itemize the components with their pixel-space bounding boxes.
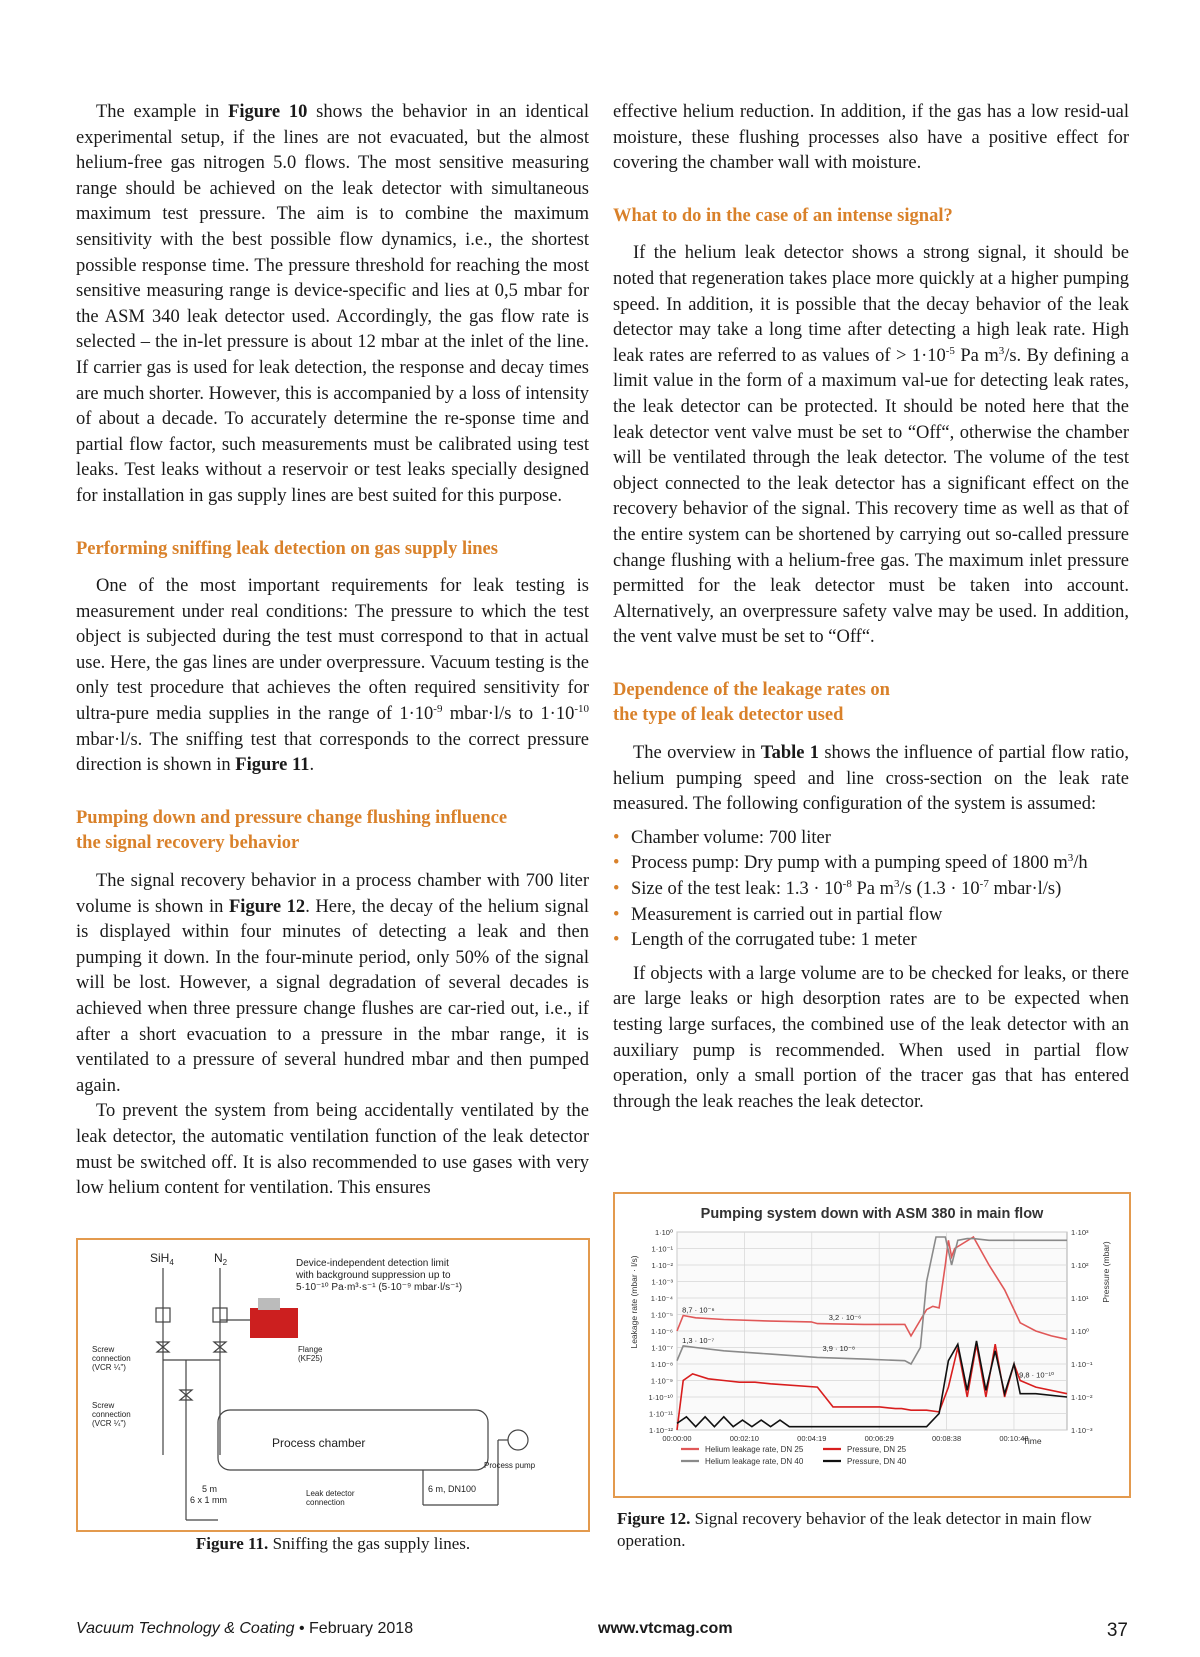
- x-tick-label: 00:10:48: [999, 1434, 1029, 1443]
- data-annotation: 1,3 · 10⁻⁷: [682, 1335, 715, 1345]
- config-list: [613, 826, 1129, 954]
- y-tick-label: 1·10⁻⁹: [650, 1376, 673, 1386]
- paragraph: If objects with a large volume are to be checked for leaks, or there are large leaks or high desorption rates are to be expected when testing large surfaces, the combined use of the leak detector with an auxiliary pump is recommended. When used in partial flow operation, only a small portion of the tracer gas that has entered through the leak reaches the leak detector.: [613, 963, 1129, 1112]
- screw-label: connection: [92, 1354, 131, 1363]
- ld-connection-label: Leak detector: [306, 1489, 355, 1498]
- page-number: 37: [1106, 1620, 1128, 1641]
- x-tick-label: 00:00:00: [662, 1434, 692, 1443]
- legend-label: Helium leakage rate, DN 40: [705, 1457, 804, 1466]
- screw-label: Screw: [92, 1345, 115, 1354]
- section-heading: What to do in the case of an intense signal?: [613, 205, 953, 226]
- section-heading: Pumping down and pressure change flushing influence the signal recovery behavior: [76, 807, 508, 854]
- right-column: [613, 100, 1129, 1115]
- recovery-chart: [615, 1194, 1129, 1496]
- list-item: • Size of the test leak: $1.3 \cdot 10^{-8}$ Pa $m^3/s$ ($1.3 \cdot 10^{-7}$ mbar·l/s): [613, 877, 1129, 903]
- chart-title: Pumping system down with ASM 380 in main flow: [700, 1206, 1044, 1222]
- y2-tick-label: 1·10⁻³: [1071, 1426, 1093, 1435]
- y2-tick-label: 1·10⁰: [1071, 1327, 1090, 1336]
- y-tick-label: 1·10⁻¹²: [649, 1426, 673, 1435]
- figure-ref: Figure 12: [229, 896, 306, 917]
- y2-tick-label: 1·10³: [1071, 1228, 1089, 1237]
- x-axis-label: Time: [1023, 1436, 1042, 1446]
- paragraph: effective helium reduction. In addition, if the gas has a low resid-ual moisture, these flushing processes also have a positive effect for covering the chamber wall with moisture.: [613, 102, 1129, 174]
- screw-label: (VCR ¼"): [92, 1363, 126, 1372]
- x-tick-label: 00:04:19: [797, 1434, 827, 1443]
- flange-label: (KF25): [298, 1354, 323, 1363]
- screw-label: (VCR ¼"): [92, 1419, 126, 1428]
- figure-11-caption: Figure 11. Sniffing the gas supply lines.: [195, 1534, 471, 1553]
- data-annotation: 3,2 · 10⁻⁶: [828, 1312, 862, 1322]
- paragraph: The example in Figure 10 shows the behavior in an identical experimental setup, if the lines are not evacuated, but the almost helium-free gas nitrogen 5.0 flows. The most sensitive measuring range should be achieved on the leak detector with simultaneous maximum test pressure. The aim is to combine the maximum sensitivity with the best possible flow dynamics, i.e., the shortest possible response time. The pressure threshold for reaching the most sensitive measuring range is device-specific and lies at 0,5 mbar for the ASM 340 leak detector used. Accordingly, the gas flow rate is selected – the in-let pressure is about 12 mbar at the inlet of the line. If carrier gas is used for leak detection, the response and decay times are much shorter. However, this is accompanied by a loss of intensity of about a decade. To accurately determine the re-sponse time and partial flow factor, such measurements must be calibrated using test leaks. Test leaks without a reservoir or test leaks specially designed for installation in gas supply lines are best suited for this purpose.: [76, 102, 589, 506]
- figure-ref: Figure 11: [235, 755, 310, 776]
- x-tick-label: 00:02:10: [729, 1434, 759, 1443]
- legend-label: Pressure, DN 25: [847, 1445, 907, 1454]
- y2-axis-label: Pressure (mbar): [1101, 1241, 1111, 1303]
- sniffing-diagram: [78, 1240, 588, 1530]
- figure-12-caption: Figure 12. Signal recovery behavior of the leak detector in main flow operation.: [617, 1509, 1092, 1550]
- list-item: • Length of the corrugated tube: 1 meter: [613, 928, 1129, 954]
- y-axis-label: Leakage rate (mbar · l/s): [629, 1255, 639, 1349]
- y-tick-label: 1·10⁻⁸: [650, 1360, 673, 1369]
- y-tick-label: 1·10⁻⁶: [650, 1327, 673, 1336]
- limit-text: Device-independent detection limit: [296, 1258, 449, 1269]
- paragraph: To prevent the system from being accidentally ventilated by the leak detector, the automatic ventilation function of the leak detector must be switched off. It is also recommended to use gases with very low helium content for ventilation. This ensures: [76, 1101, 589, 1199]
- limit-text: 5·10⁻¹⁰ Pa·m³·s⁻¹ (5·10⁻⁹ mbar·l/s⁻¹): [296, 1282, 463, 1293]
- y-tick-label: 1·10⁻²: [651, 1261, 673, 1270]
- ld-connection-label: connection: [306, 1498, 345, 1507]
- y2-tick-label: 1·10⁻²: [1071, 1393, 1093, 1402]
- footer-website[interactable]: www.vtcmag.com: [598, 1620, 733, 1637]
- flange-label: Flange: [298, 1345, 323, 1354]
- x-tick-label: 00:06:29: [864, 1434, 894, 1443]
- pump-label: Process pump: [484, 1461, 536, 1470]
- y-tick-label: 1·10⁻³: [651, 1277, 673, 1287]
- legend-label: Helium leakage rate, DN 25: [705, 1445, 804, 1454]
- length-label: 6 x 1 mm: [190, 1495, 228, 1505]
- list-item: • Chamber volume: 700 liter: [613, 826, 1129, 852]
- paragraph: One of the most important requirements for leak testing is measurement under real conditions: The pressure to which the test object is subjected during the test must correspond to that in actual use. Here, the gas lines are under overpressure. Vacuum testing is the only test procedure that achieves the often required sensitivity for ultra-pure media supplies in the range of $1\cdot 10^{-9}$ mbar·l/s to $1\cdot 10^{-10}$ mbar·l/s. The sniffing test that corresponds to the correct pressure direction is shown in Figure 11.: [76, 576, 590, 776]
- list-item: • Measurement is carried out in partial flow: [613, 903, 1129, 929]
- y2-tick-label: 1·10¹: [1071, 1294, 1089, 1303]
- left-column: [76, 100, 589, 1202]
- n2-label: $N_2$: [214, 1251, 228, 1267]
- length-label: 5 m: [202, 1484, 218, 1494]
- limit-text: with background suppression up to: [296, 1270, 451, 1281]
- section-heading: Dependence of the leakage rates on the type of leak detector used: [613, 679, 890, 726]
- figure-12: [613, 1192, 1131, 1498]
- y-tick-label: 1·10⁻¹⁰: [648, 1393, 673, 1402]
- y-tick-label: 1·10⁻⁵: [650, 1310, 673, 1320]
- paragraph: If the helium leak detector shows a strong signal, it should be noted that regeneration takes place more quickly at a higher pumping speed. In addition, it is possible that the decay behavior of the leak detector may take a long time after detecting a high leak rate. High leak rates are referred to as values of > $1\cdot 10^{-5}$ Pa $m^3/s$. By defining a limit value in the form of a maximum val-ue for detecting leak rates, the leak detector can be protected. It should be noted here that the leak detector vent valve must be set to “Off“, otherwise the chamber will be ventilated through the leak detector. The volume of the test object connected to the leak detector has a significant effect on the recovery behavior of the signal. This recovery time as well as that of the entire system can be shortened by carrying out so-called pressure change flushing with a helium-free gas. The maximum inlet pressure permitted for the leak detector must be taken into account. Alternatively, an overpressure safety valve may be used. In addition, the vent valve must be set to “Off“.: [613, 243, 1129, 648]
- paragraph: The overview in Table 1 shows the influence of partial flow ratio, helium pumping speed and line cross-section on the leak rate measured. The following configuration of the system is assumed:: [613, 743, 1129, 815]
- data-annotation: 8,7 · 10⁻⁶: [682, 1305, 715, 1315]
- list-item: • Process pump: Dry pump with a pumping speed of 1800 $m^3/h$: [613, 851, 1129, 877]
- x-tick-label: 00:08:38: [931, 1434, 962, 1443]
- y2-tick-label: 1·10²: [1071, 1261, 1089, 1270]
- length-label: 6 m, DN100: [428, 1484, 477, 1494]
- figure-ref: Figure 10: [228, 102, 308, 122]
- y-tick-label: 1·10⁰: [654, 1228, 673, 1237]
- chamber-label: Process chamber: [272, 1436, 366, 1450]
- y2-tick-label: 1·10⁻¹: [1071, 1360, 1093, 1369]
- leak-detector-unit: [250, 1308, 298, 1338]
- figure-11: [76, 1238, 590, 1532]
- y-tick-label: 1·10⁻⁷: [651, 1343, 673, 1353]
- paragraph: The signal recovery behavior in a process chamber with 700 liter volume is shown in Figure 12. Here, the decay of the helium signal is displayed within four minutes of detecting a leak and then pumping it down. In the four-minute period, only 50% of the signal will be lost. However, a signal degradation of several decades is achieved when three pressure change flushes are car-ried out, i.e., if after a short evacuation to a pressure in the mbar range, it is ventilated to a pressure of several hundred mbar and then pumped again.: [76, 871, 590, 1096]
- y-tick-label: 1·10⁻¹: [651, 1244, 673, 1254]
- screw-label: connection: [92, 1410, 131, 1419]
- data-annotation: 3,9 · 10⁻⁸: [822, 1344, 856, 1354]
- data-annotation: 9,8 · 10⁻¹⁰: [1019, 1370, 1054, 1380]
- y-tick-label: 1·10⁻¹¹: [649, 1409, 673, 1419]
- y-tick-label: 1·10⁻⁴: [650, 1294, 673, 1303]
- table-ref: Table 1: [760, 743, 820, 764]
- screw-label: Screw: [92, 1401, 115, 1410]
- sih4-label: SiH$_4$: [150, 1251, 174, 1267]
- legend-label: Pressure, DN 40: [847, 1457, 907, 1466]
- footer-publication: Vacuum Technology & Coating • February 2018: [76, 1620, 414, 1637]
- section-heading: Performing sniffing leak detection on gas supply lines: [76, 538, 498, 559]
